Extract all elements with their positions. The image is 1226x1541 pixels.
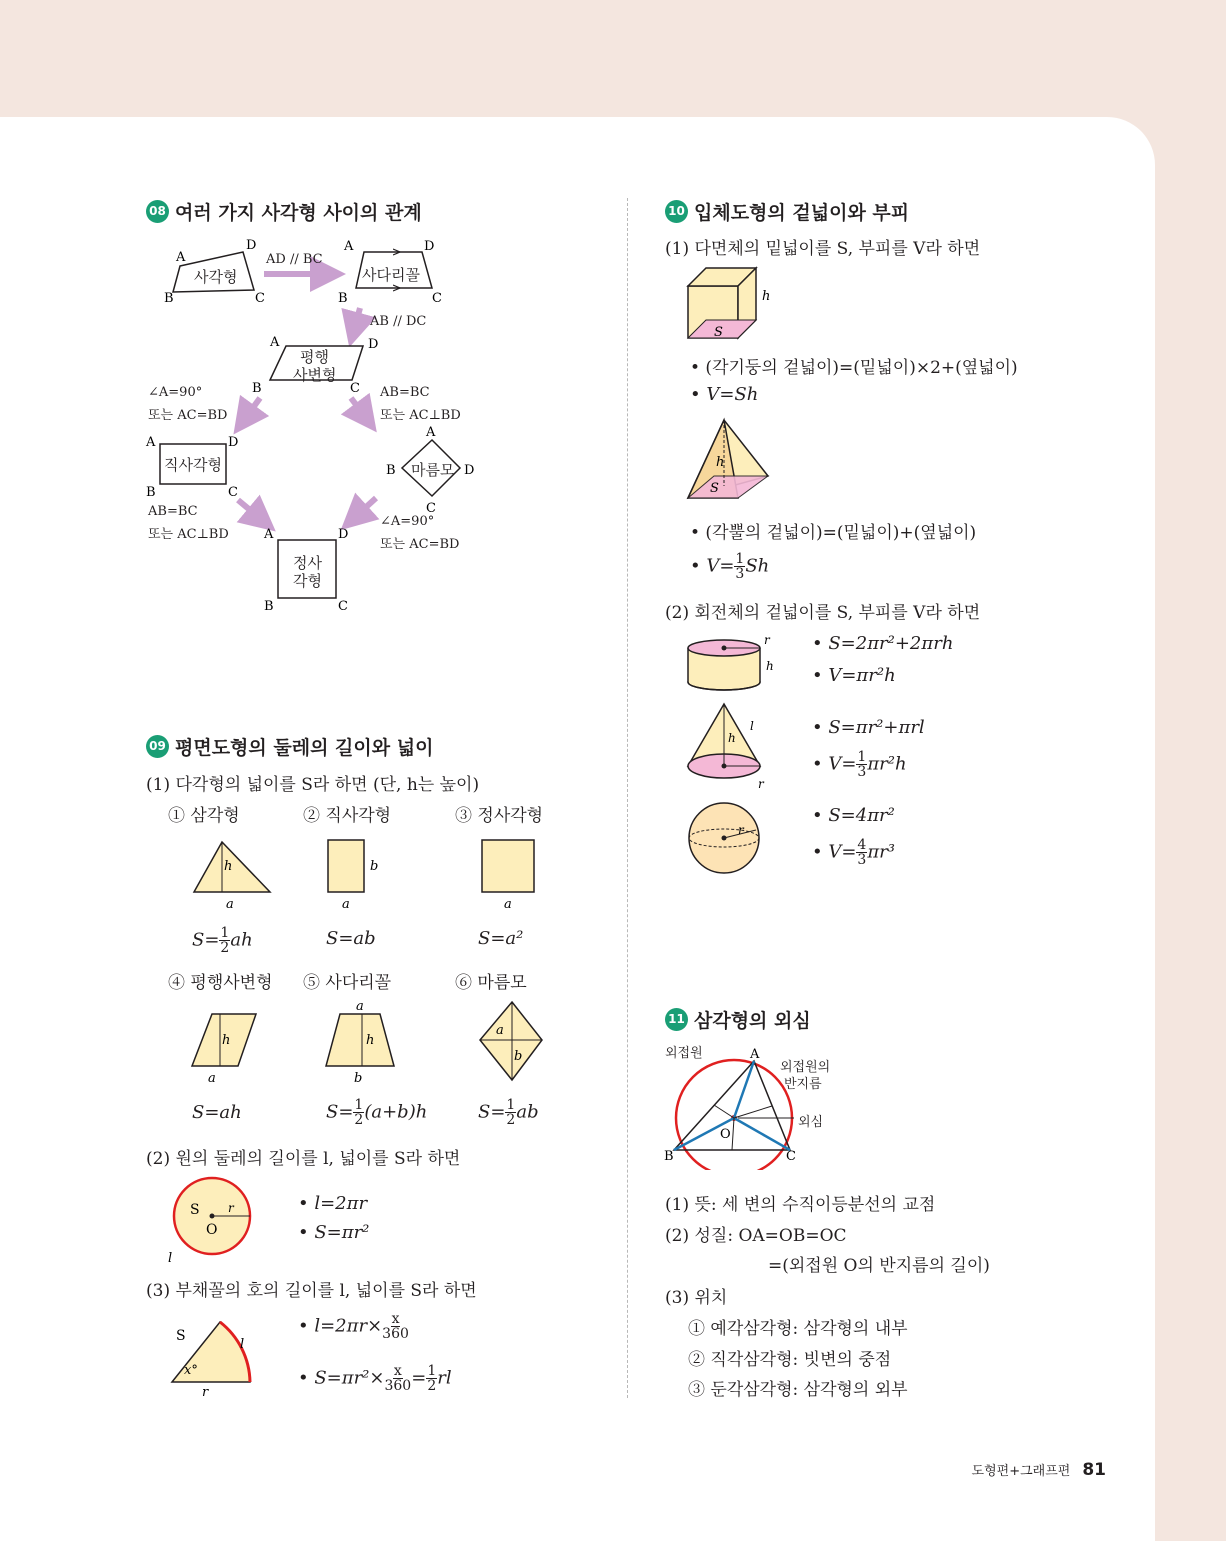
svg-text:D: D [464,463,475,478]
cone-volume-rhs: πr²h [867,753,907,775]
sector-arc-lhs: • l=2πr× [298,1315,383,1337]
sphere-volume-rhs: πr³ [867,841,895,863]
cylinder-volume-formula: • V=πr²h [812,665,896,686]
cone-figure [684,700,784,792]
circumcenter-position: (3) 위치 [665,1288,728,1308]
formula-rhombus-rhs: ab [516,1101,539,1123]
svg-text:B: B [264,599,274,614]
svg-text:C: C [432,291,442,306]
position-right: ② 직각삼각형: 빗변의 중점 [688,1350,892,1370]
condition-ab-parallel-dc: AB // DC [370,314,427,329]
svg-text:h: h [224,859,233,874]
fraction-x-360: $\frac{x}{360}$ [384,1363,412,1394]
condition-ac-perp-bd-1: 또는 AC⊥BD [380,408,461,423]
sphere-volume-formula [812,838,895,867]
formula-parallelogram: S=ah [192,1102,242,1123]
svg-text:O: O [720,1127,731,1142]
pyramid-volume-rhs: Sh [745,555,770,577]
svg-text:A: A [270,335,280,350]
position-acute: ① 예각삼각형: 삼각형의 내부 [688,1319,908,1339]
section-number: 09 [146,735,169,758]
svg-text:D: D [424,239,435,254]
section-11-header [665,1006,811,1033]
label-triangle: ① 삼각형 [168,806,240,826]
quadrilateral-label: 사각형 [194,268,238,286]
pyramid-figure [684,416,784,508]
svg-text:A: A [426,425,436,440]
svg-text:D: D [338,527,349,542]
fraction-half: $\frac{1}{2}$ [220,925,230,956]
svg-text:l: l [240,1337,245,1352]
position-obtuse: ③ 둔각삼각형: 삼각형의 외부 [688,1380,908,1400]
cone-volume-formula [812,750,907,779]
fraction-half: $\frac{1}{2}$ [354,1097,364,1128]
svg-text:a: a [226,897,234,912]
condition-angle-a-1: ∠A=90° [148,385,203,400]
prism-surface-formula: • (각기둥의 겉넓이)=(밑넓이)×2+(옆넓이) [690,358,1018,378]
svg-text:C: C [338,599,348,614]
label-parallelogram: ④ 평행사변형 [168,973,273,993]
square-figure [482,840,534,892]
circle-circumference-formula: • l=2πr [298,1193,368,1214]
fraction-third: $\frac{1}{3}$ [857,749,867,780]
formula-trapezoid-rhs: (a+b)h [364,1101,428,1123]
sector-area-lhs: • S=πr²× [298,1367,385,1389]
svg-text:a: a [356,1000,364,1014]
condition-ad-parallel-bc: AD // BC [266,252,323,267]
svg-text:D: D [246,238,257,253]
svg-text:A: A [264,527,274,542]
condition-angle-a-2: ∠A=90° [380,514,435,529]
svg-text:r: r [738,823,744,837]
svg-text:A: A [146,435,156,450]
label-radius-1: 외접원의 [780,1060,831,1075]
svg-text:B: B [386,463,396,478]
svg-text:O: O [206,1222,218,1238]
formula-trapezoid-lhs: S= [326,1101,354,1123]
svg-text:B: B [146,485,156,500]
label-trapezoid: ⑤ 사다리꼴 [303,973,392,993]
svg-text:C: C [228,485,238,500]
parallelogram-label-1: 평행 [300,348,329,366]
section-number: 11 [665,1008,688,1031]
polygon-area-intro: (1) 다각형의 넓이를 S라 하면 (단, h는 높이) [146,775,480,795]
label-square: ③ 정사각형 [455,806,544,826]
label-circumcenter: 외심 [798,1115,824,1130]
formula-square: S=a² [478,928,524,949]
circumcenter-definition: (1) 뜻: 세 변의 수직이등분선의 교점 [665,1195,936,1215]
svg-text:B: B [252,381,262,396]
sphere-figure [684,800,774,880]
formula-triangle-lhs: S= [192,929,220,951]
cylinder-surface-formula: • S=2πr²+2πrh [812,633,954,654]
formula-rhombus-lhs: S= [478,1101,506,1123]
polyhedron-intro: (1) 다면체의 밑넓이를 S, 부피를 V라 하면 [665,239,981,259]
svg-text:r: r [202,1385,209,1396]
condition-ac-perp-bd-2: 또는 AC⊥BD [148,527,229,542]
svg-text:B: B [664,1149,674,1164]
column-divider [627,198,628,1398]
svg-text:A: A [176,250,186,265]
svg-text:r: r [764,633,770,647]
section-title: 입체도형의 겉넓이와 부피 [694,202,910,224]
svg-text:B: B [338,291,348,306]
square-label-2: 각형 [293,572,322,590]
svg-text:b: b [354,1071,363,1086]
circle-intro: (2) 원의 둘레의 길이를 l, 넓이를 S라 하면 [146,1149,461,1169]
svg-text:h: h [716,455,725,470]
formula-rectangle: S=ab [326,928,376,949]
section-09-header [146,733,433,760]
svg-text:a: a [504,897,512,912]
svg-text:h: h [766,659,774,673]
label-radius-2: 반지름 [784,1077,822,1092]
svg-text:b: b [514,1049,523,1064]
svg-text:h: h [728,731,736,745]
svg-text:S: S [710,481,719,496]
svg-text:C: C [255,291,265,306]
rhombus-label: 마름모 [411,461,455,479]
sector-area-formula [298,1364,452,1393]
condition-ab-eq-bc-2: AB=BC [148,504,198,519]
svg-text:D: D [368,337,379,352]
trapezoid-label: 사다리꼴 [362,266,420,284]
fraction-half: $\frac{1}{2}$ [427,1363,437,1394]
equals: = [411,1367,427,1389]
label-circumcircle: 외접원 [665,1046,703,1061]
formula-triangle [192,926,253,955]
svg-text:C: C [426,501,436,516]
svg-text:S: S [176,1328,186,1344]
rhombus-figure [480,1002,542,1080]
section-title: 여러 가지 사각형 사이의 관계 [175,202,422,224]
circle-area-formula: • S=πr² [298,1222,370,1243]
svg-text:B: B [164,291,174,306]
area-figures-row-2 [186,1000,566,1090]
formula-triangle-rhs: ah [230,929,253,951]
svg-text:x°: x° [184,1363,198,1378]
sector-arc-formula [298,1312,409,1341]
pyramid-volume-formula [690,552,769,581]
svg-text:l: l [168,1251,173,1266]
formula-trapezoid [326,1098,427,1127]
svg-text:C: C [786,1149,796,1164]
svg-text:A: A [750,1047,760,1062]
svg-text:a: a [496,1023,504,1038]
fraction-x-360: $\frac{x}{360}$ [382,1311,409,1342]
cylinder-figure [684,630,784,694]
svg-text:r: r [758,777,764,791]
square-label-1: 정사 [293,554,322,572]
page-number: 81 [1082,1460,1106,1480]
pyramid-surface-formula: • (각뿔의 겉넓이)=(밑넓이)+(옆넓이) [690,523,977,543]
cone-volume-lhs: • V= [812,753,857,775]
svg-text:l: l [750,719,754,733]
svg-text:a: a [342,897,350,912]
svg-text:S: S [190,1202,200,1218]
condition-ab-eq-bc-1: AB=BC [380,385,430,400]
circle-figure [166,1176,266,1266]
fraction-four-thirds: $\frac{4}{3}$ [857,837,867,868]
section-title: 삼각형의 외심 [694,1010,811,1032]
svg-text:b: b [370,859,379,874]
section-number: 10 [665,200,688,223]
parallelogram-label-2: 사변형 [293,366,337,384]
page-footer [972,1460,1106,1480]
svg-text:h: h [222,1033,231,1048]
condition-ac-eq-bd-1: 또는 AC=BD [148,408,228,423]
circumcenter-property: (2) 성질: OA=OB=OC [665,1226,847,1246]
label-rhombus: ⑥ 마름모 [455,973,527,993]
sector-area-rhs: rl [437,1367,452,1389]
pyramid-volume-lhs: • V= [690,555,735,577]
svg-text:r: r [228,1201,234,1215]
sector-figure [166,1306,276,1396]
sphere-surface-formula: • S=4πr² [812,805,895,826]
fraction-third: $\frac{1}{3}$ [735,551,745,582]
cone-surface-formula: • S=πr²+πrl [812,717,925,738]
section-10-header [665,198,909,225]
footer-section: 도형편+그래프편 [971,1464,1071,1479]
sphere-volume-lhs: • V= [812,841,857,863]
rectangle-figure [328,840,364,892]
prism-figure [684,264,784,344]
label-rectangle: ② 직사각형 [303,806,392,826]
svg-text:a: a [208,1071,216,1086]
circumcenter-property-2: =(외접원 O의 반지름의 길이) [768,1256,990,1276]
fraction-half: $\frac{1}{2}$ [506,1097,516,1128]
svg-text:h: h [366,1033,375,1048]
svg-text:S: S [714,325,723,340]
formula-rhombus [478,1098,539,1127]
svg-text:A: A [344,239,354,254]
area-figures-row-1 [186,834,566,914]
condition-ac-eq-bd-2: 또는 AC=BD [380,537,460,552]
svg-text:C: C [350,381,360,396]
svg-text:D: D [228,435,239,450]
trapezoid-figure [326,1014,394,1066]
section-title: 평면도형의 둘레의 길이와 넓이 [175,737,434,759]
section-number: 08 [146,200,169,223]
prism-volume-formula: • V=Sh [690,384,759,405]
rectangle-label: 직사각형 [164,456,222,474]
svg-text:h: h [762,289,771,304]
section-08-header [146,198,422,225]
sector-intro: (3) 부채꼴의 호의 길이를 l, 넓이를 S라 하면 [146,1281,477,1301]
solid-of-revolution-intro: (2) 회전체의 겉넓이를 S, 부피를 V라 하면 [665,603,981,623]
